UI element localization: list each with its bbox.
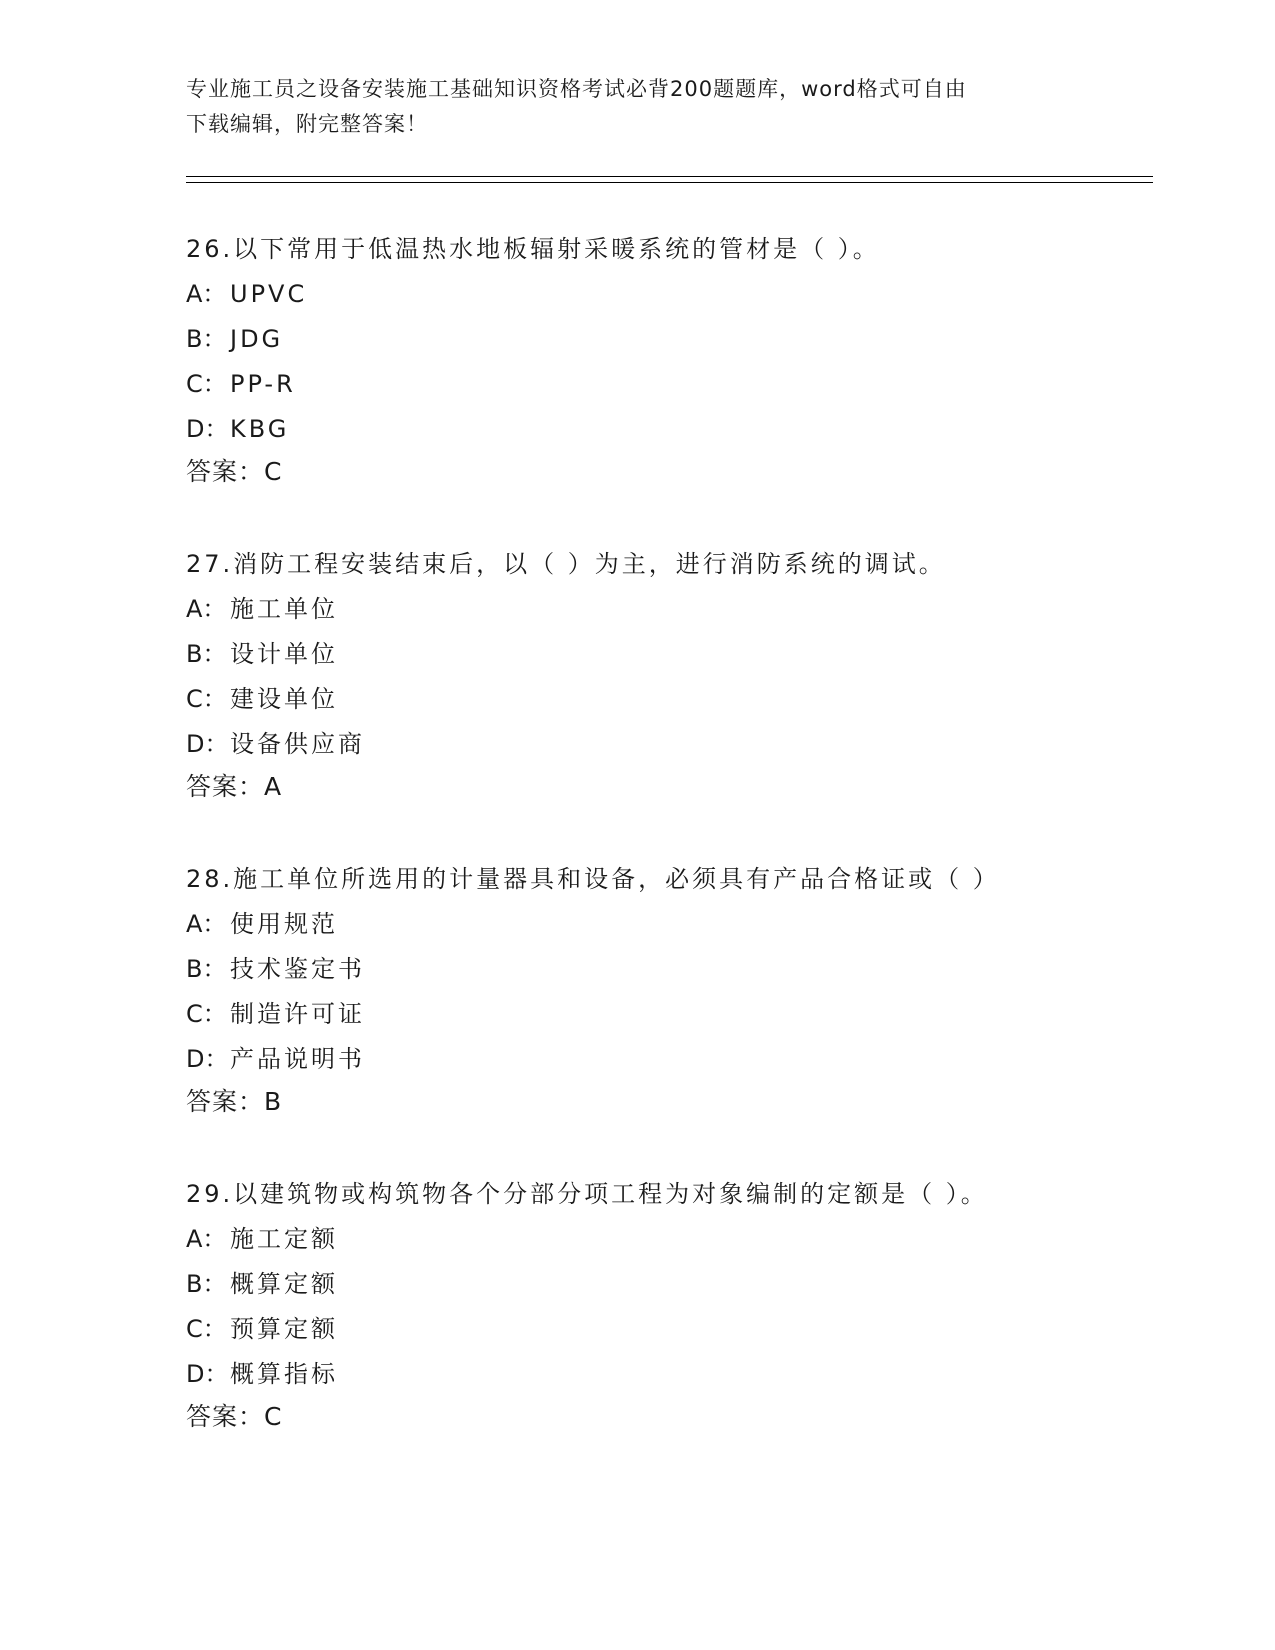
option-d xyxy=(186,1359,1136,1389)
option-d xyxy=(186,414,1136,444)
option-letter: D： xyxy=(186,730,229,758)
option-b xyxy=(186,954,1136,984)
option-letter: B： xyxy=(186,325,227,353)
option-text: 施工单位 xyxy=(230,595,338,623)
option-d xyxy=(186,1044,1136,1074)
option-letter: A： xyxy=(186,910,227,938)
option-text: 设备供应商 xyxy=(230,730,365,758)
header-divider-top xyxy=(186,176,1153,177)
answer-label: 答案：A xyxy=(186,772,283,801)
option-c xyxy=(186,999,1136,1029)
option-letter: A： xyxy=(186,1225,227,1253)
answer-label: 答案：C xyxy=(186,1402,283,1431)
option-text: PP-R xyxy=(230,370,296,398)
option-c xyxy=(186,684,1136,714)
option-b xyxy=(186,639,1136,669)
option-b xyxy=(186,1269,1136,1299)
header-line-1: 专业施工员之设备安装施工基础知识资格考试必背200题题库，word格式可自由 xyxy=(186,77,967,101)
option-text: 预算定额 xyxy=(230,1315,338,1343)
option-text: 制造许可证 xyxy=(230,1000,365,1028)
option-text: 技术鉴定书 xyxy=(230,955,365,983)
question-stem: 29.以建筑物或构筑物各个分部分项工程为对象编制的定额是（ ）。 xyxy=(186,1180,988,1208)
option-letter: D： xyxy=(186,415,229,443)
option-a xyxy=(186,594,1136,624)
option-letter: A： xyxy=(186,595,227,623)
option-letter: D： xyxy=(186,1360,229,1388)
option-text: 概算指标 xyxy=(230,1360,338,1388)
answer-label: 答案：C xyxy=(186,457,283,486)
option-text: 设计单位 xyxy=(230,640,338,668)
option-text: 概算定额 xyxy=(230,1270,338,1298)
option-a xyxy=(186,909,1136,939)
question-27 xyxy=(186,549,1136,802)
option-letter: B： xyxy=(186,955,227,983)
option-text: 建设单位 xyxy=(230,685,338,713)
option-letter: A： xyxy=(186,280,227,308)
question-26 xyxy=(186,234,1136,487)
question-stem: 26.以下常用于低温热水地板辐射采暖系统的管材是（ ）。 xyxy=(186,235,880,263)
option-letter: C： xyxy=(186,685,227,713)
option-b xyxy=(186,324,1136,354)
option-c xyxy=(186,369,1136,399)
header-line-2: 下载编辑，附完整答案！ xyxy=(186,112,428,136)
option-a xyxy=(186,1224,1136,1254)
option-text: 施工定额 xyxy=(230,1225,338,1253)
option-c xyxy=(186,1314,1136,1344)
option-letter: C： xyxy=(186,370,227,398)
option-text: 使用规范 xyxy=(230,910,338,938)
option-text: JDG xyxy=(230,325,284,353)
question-stem: 27.消防工程安装结束后，以（ ）为主，进行消防系统的调试。 xyxy=(186,550,946,578)
question-28 xyxy=(186,864,1136,1117)
option-letter: B： xyxy=(186,1270,227,1298)
option-a xyxy=(186,279,1136,309)
option-letter: D： xyxy=(186,1045,229,1073)
question-29 xyxy=(186,1179,1136,1432)
document-header xyxy=(186,72,1086,142)
header-divider-bottom xyxy=(186,182,1153,183)
option-letter: C： xyxy=(186,1000,227,1028)
question-stem: 28.施工单位所选用的计量器具和设备，必须具有产品合格证或（ ） xyxy=(186,865,1000,893)
option-text: KBG xyxy=(230,415,290,443)
option-letter: C： xyxy=(186,1315,227,1343)
answer-label: 答案：B xyxy=(186,1087,283,1116)
option-d xyxy=(186,729,1136,759)
option-letter: B： xyxy=(186,640,227,668)
option-text: 产品说明书 xyxy=(230,1045,365,1073)
option-text: UPVC xyxy=(230,280,308,308)
